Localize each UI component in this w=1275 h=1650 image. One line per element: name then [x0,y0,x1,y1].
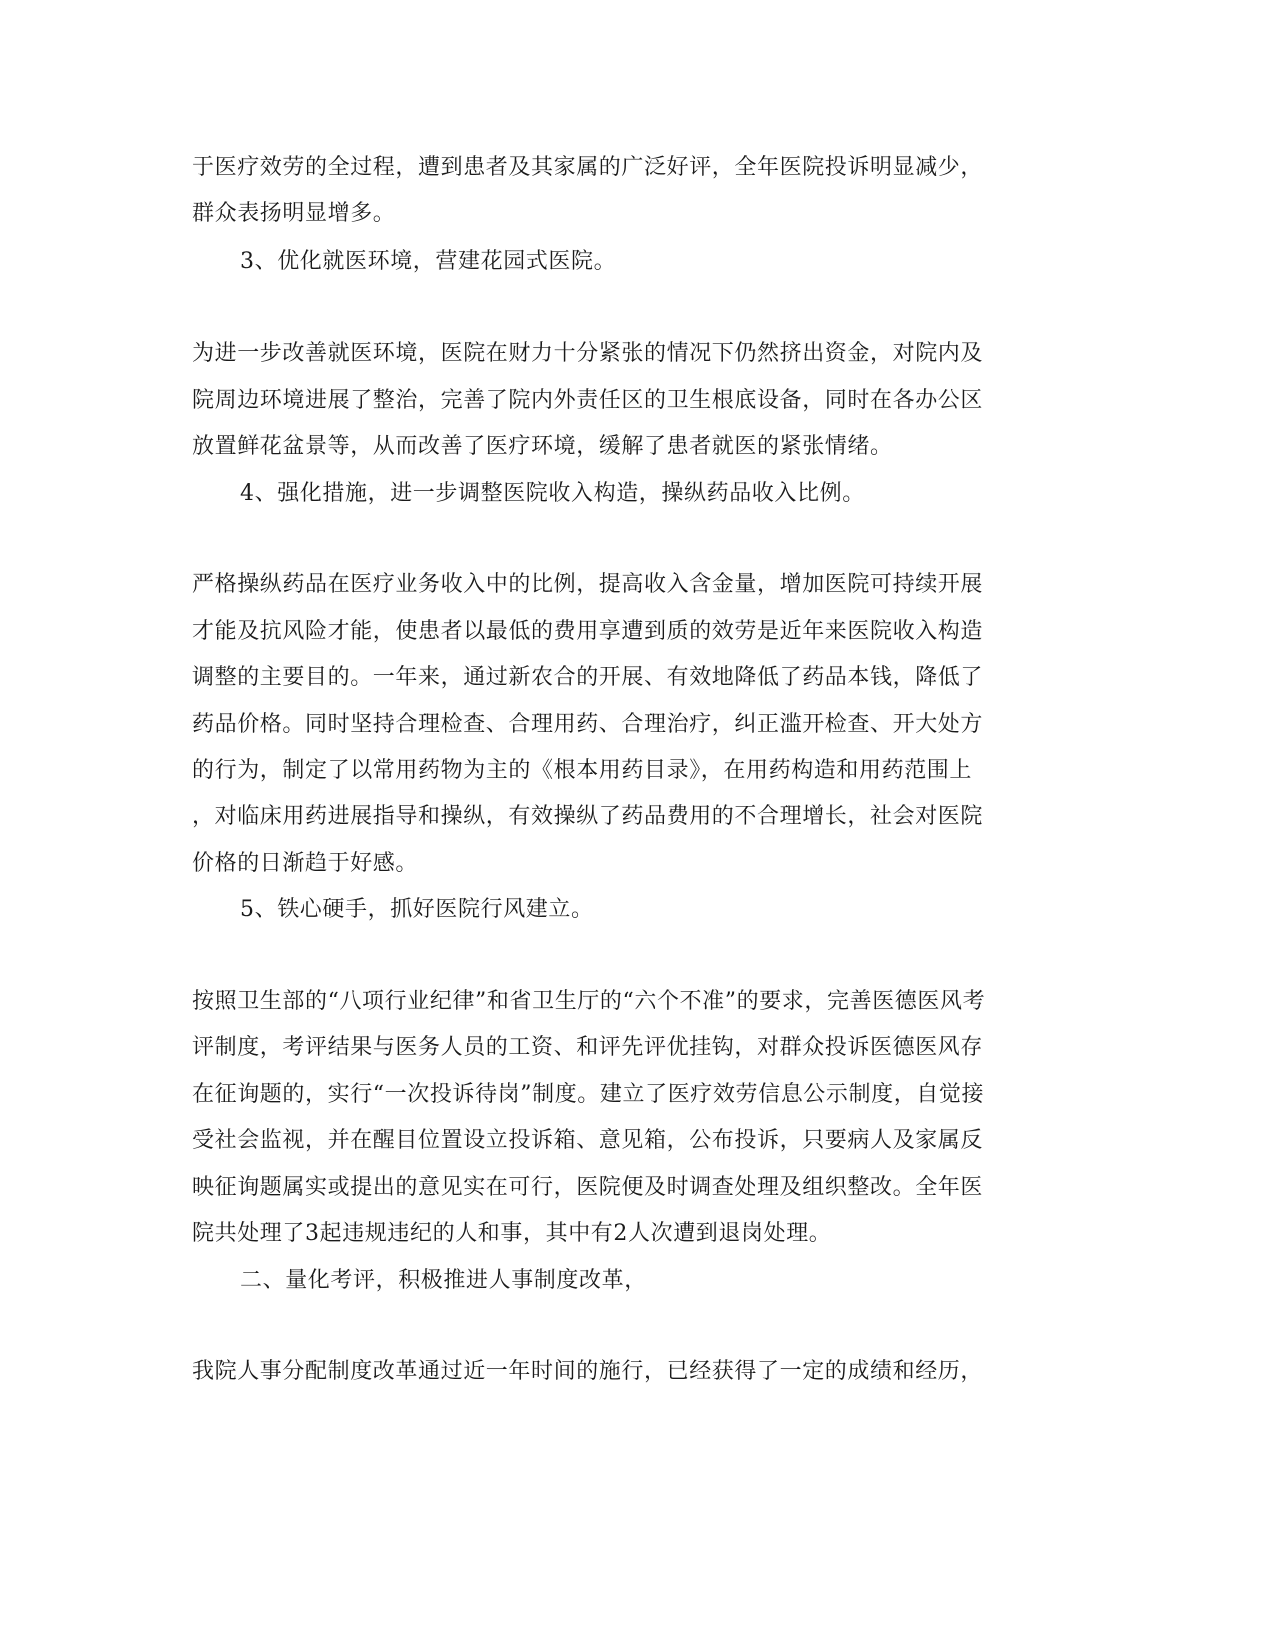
section-heading: 5、铁心硬手，抓好医院行风建立。 [240,897,594,922]
section-heading: 二、量化考评，积极推进人事制度改革， [240,1268,647,1293]
text-line: 映征询题属实或提出的意见实在可行，医院便及时调查处理及组织整改。全年医 [192,1175,984,1200]
text-line: 群众表扬明显增多。 [192,201,396,226]
text-line: 放置鲜花盆景等，从而改善了医疗环境，缓解了患者就医的紧张情绪。 [192,434,893,459]
section-heading: 4、强化措施，进一步调整医院收入构造，操纵药品收入比例。 [240,481,865,506]
text-line: 的行为，制定了以常用药物为主的《根本用药目录》，在用药构造和用药范围上 [192,758,973,783]
text-line: 院周边环境进展了整治，完善了院内外责任区的卫生根底设备，同时在各办公区 [192,388,984,413]
section-heading: 3、优化就医环境，营建花园式医院。 [240,249,617,274]
text-line: ，对临床用药进展指导和操纵，有效操纵了药品费用的不合理增长，社会对医院 [192,804,984,829]
text-line: 我院人事分配制度改革通过近一年时间的施行，已经获得了一定的成绩和经历， [192,1359,984,1384]
text-line: 在征询题的，实行“一次投诉待岗”制度。建立了医疗效劳信息公示制度，自觉接 [192,1082,985,1107]
text-line: 药品价格。同时坚持合理检查、合理用药、合理治疗，纠正滥开检查、开大处方 [192,712,984,737]
text-line: 于医疗效劳的全过程，遭到患者及其家属的广泛好评，全年医院投诉明显减少， [192,155,984,180]
text-line: 按照卫生部的“八项行业纪律”和省卫生厅的“六个不准”的要求，完善医德医风考 [192,989,986,1014]
text-line: 受社会监视，并在醒目位置设立投诉箱、意见箱，公布投诉，只要病人及家属反 [192,1128,984,1153]
text-line: 价格的日渐趋于好感。 [192,851,419,876]
text-line: 才能及抗风险才能，使患者以最低的费用享遭到质的效劳是近年来医院收入构造 [192,619,984,644]
text-line: 严格操纵药品在医疗业务收入中的比例，提高收入含金量，增加医院可持续开展 [192,572,984,597]
text-line: 为进一步改善就医环境，医院在财力十分紧张的情况下仍然挤出资金，对院内及 [192,341,984,366]
text-line: 院共处理了3起违规违纪的人和事，其中有2人次遭到退岗处理。 [192,1221,832,1246]
text-line: 调整的主要目的。一年来，通过新农合的开展、有效地降低了药品本钱，降低了 [192,665,984,690]
text-line: 评制度，考评结果与医务人员的工资、和评先评优挂钩，对群众投诉医德医风存 [192,1035,984,1060]
